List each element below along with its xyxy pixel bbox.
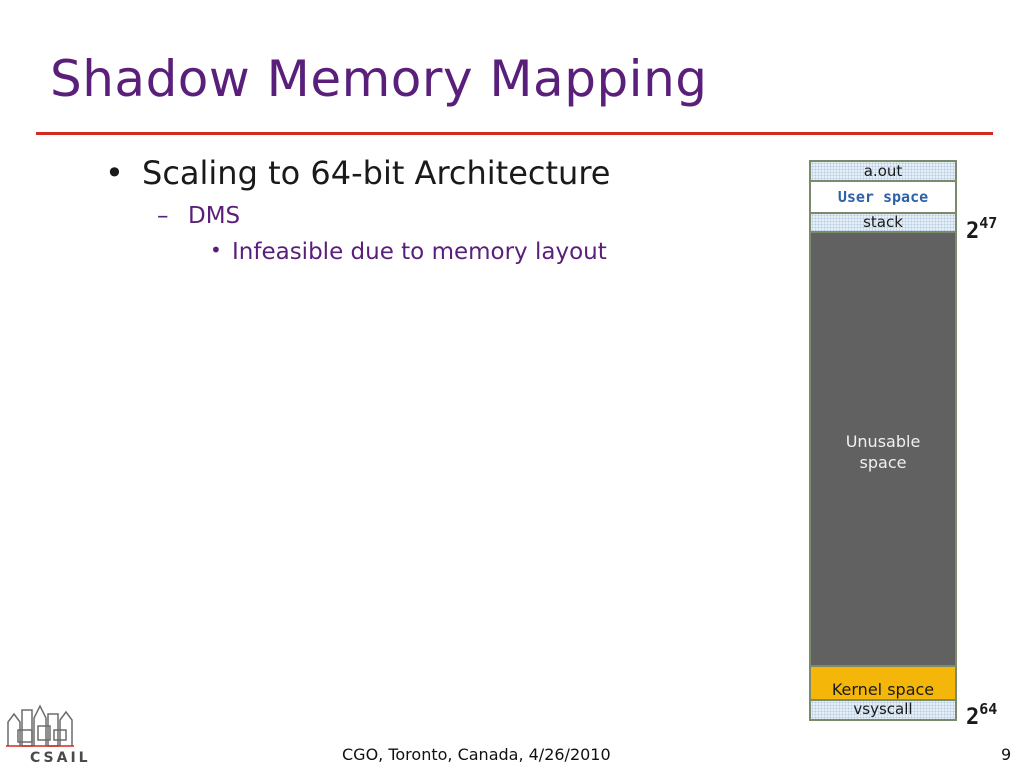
bullet-marker: • (105, 154, 124, 192)
bullet-text: Infeasible due to memory layout (232, 239, 607, 265)
address-exponent: 64 (979, 700, 998, 718)
address-marker-bottom (966, 700, 998, 730)
bullet-marker: – (157, 203, 169, 229)
segment-vsyscall: vsyscall (809, 699, 957, 721)
address-base: 2 (966, 705, 980, 730)
segment-stack: stack (809, 212, 957, 233)
segment-kernel-label: Kernel space (831, 680, 935, 699)
address-base: 2 (966, 219, 980, 244)
page-number: 9 (1001, 745, 1012, 764)
bullet-text: Scaling to 64-bit Architecture (142, 154, 611, 192)
segment-unusable-label (811, 431, 955, 473)
bullet-text: DMS (188, 203, 241, 229)
address-exponent: 47 (979, 214, 998, 232)
segment-user-space: User space (809, 180, 957, 214)
footer-text: CGO, Toronto, Canada, 4/26/2010 (342, 745, 611, 764)
segment-unusable-space (809, 231, 957, 667)
segment-unusable-line1: Unusable (845, 432, 921, 451)
bullet-marker: • (210, 238, 222, 262)
title-divider (36, 132, 993, 135)
csail-logo-word: CSAIL (30, 750, 91, 766)
segment-aout: a.out (809, 160, 957, 182)
segment-kernel-space (809, 665, 957, 701)
address-marker-top (966, 214, 998, 244)
segment-unusable-line2: space (859, 453, 907, 472)
memory-layout-diagram (809, 160, 957, 719)
slide-title: Shadow Memory Mapping (50, 50, 708, 108)
